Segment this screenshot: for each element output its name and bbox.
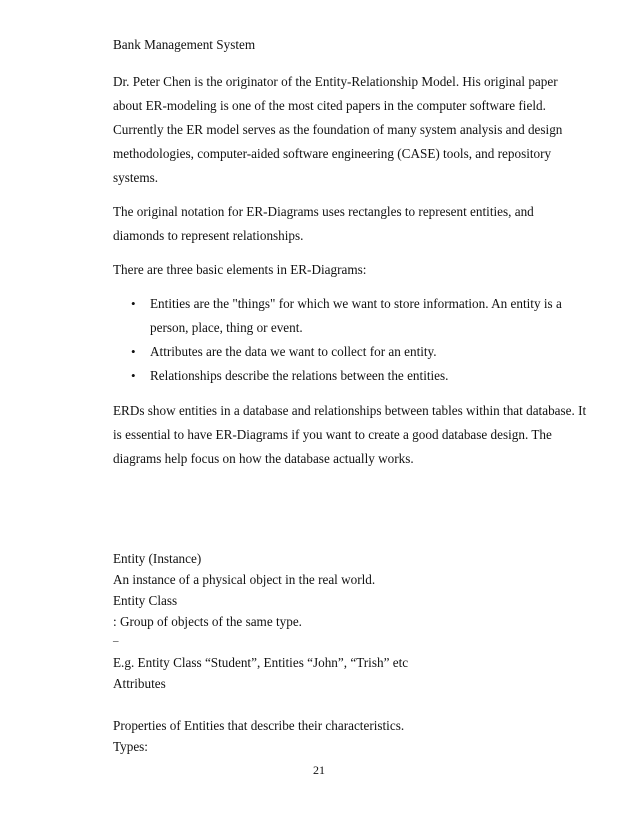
page-number: 21 bbox=[313, 763, 325, 777]
bullet-marker: • bbox=[131, 368, 136, 383]
paragraph-2-line-2: diamonds to represent relationships. bbox=[113, 228, 304, 243]
bullet-marker: • bbox=[131, 344, 136, 359]
document-header: Bank Management System bbox=[113, 37, 256, 52]
paragraph-1-line-1: Dr. Peter Chen is the originator of the Entity-Relationship Model. His original paper bbox=[113, 74, 558, 89]
attributes-definition: Properties of Entities that describe their characteristics. bbox=[113, 718, 405, 733]
bullet-3: Relationships describe the relations between the entities. bbox=[150, 368, 449, 383]
paragraph-1-line-2: about ER-modeling is one of the most cited papers in the computer software field. bbox=[113, 98, 546, 113]
entity-instance-heading: Entity (Instance) bbox=[113, 551, 202, 566]
paragraph-1-line-3: Currently the ER model serves as the foundation of many system analysis and design bbox=[113, 122, 563, 137]
dash-separator: – bbox=[113, 635, 119, 647]
types-label: Types: bbox=[113, 739, 148, 754]
entity-instance-definition: An instance of a physical object in the real world. bbox=[113, 572, 376, 587]
paragraph-4-line-1: ERDs show entities in a database and relationships between tables within that database. It bbox=[113, 403, 587, 418]
entity-class-definition: : Group of objects of the same type. bbox=[113, 614, 302, 629]
paragraph-4-line-2: is essential to have ER-Diagrams if you want to create a good database design. The bbox=[113, 427, 552, 442]
bullet-1-line-2: person, place, thing or event. bbox=[150, 320, 303, 335]
entity-class-example: E.g. Entity Class “Student”, Entities “John”, “Trish” etc bbox=[113, 655, 409, 670]
paragraph-3: There are three basic elements in ER-Diagrams: bbox=[113, 262, 367, 277]
paragraph-1-line-5: systems. bbox=[113, 170, 159, 185]
entity-class-heading: Entity Class bbox=[113, 593, 178, 608]
attributes-heading: Attributes bbox=[113, 676, 166, 691]
paragraph-1-line-4: methodologies, computer-aided software engineering (CASE) tools, and repository bbox=[113, 146, 552, 161]
paragraph-4-line-3: diagrams help focus on how the database actually works. bbox=[113, 451, 414, 466]
bullet-2: Attributes are the data we want to collect for an entity. bbox=[150, 344, 437, 359]
bullet-1-line-1: Entities are the "things" for which we want to store information. An entity is a bbox=[150, 296, 562, 311]
paragraph-2-line-1: The original notation for ER-Diagrams uses rectangles to represent entities, and bbox=[113, 204, 534, 219]
bullet-marker: • bbox=[131, 296, 136, 311]
